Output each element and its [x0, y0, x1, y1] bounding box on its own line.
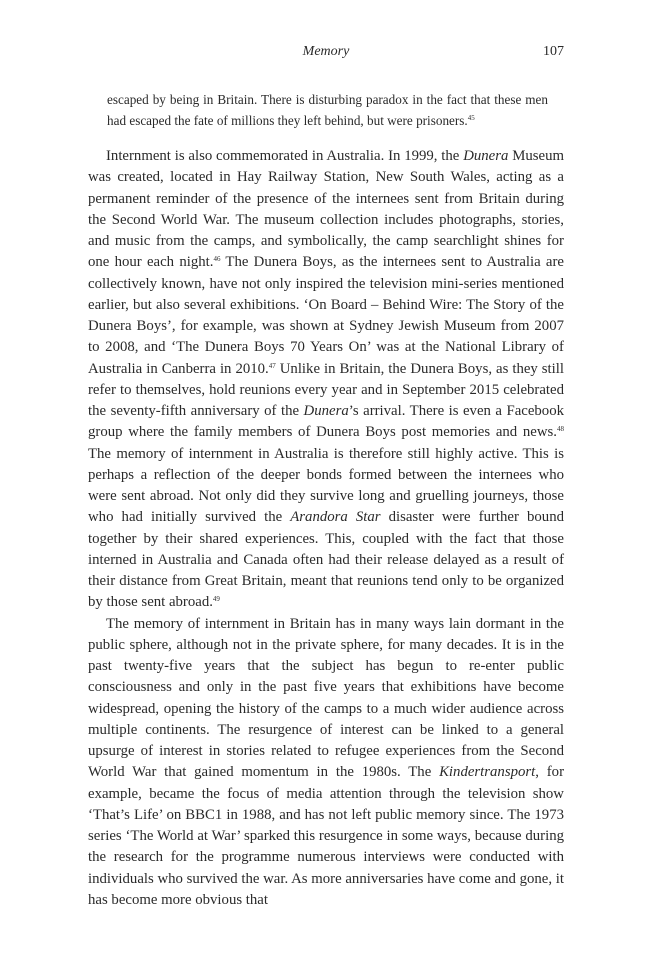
footnote-marker: 47 — [268, 361, 276, 370]
page-number: 107 — [543, 44, 564, 59]
text-run: The memory of internment in Britain has in many ways lain dormant in the public sphere, although not in the private sphere, for many decades. It is in the past twenty-five years that the subject has begun to re-enter public consciousness and only in the past five years that exhibitions have become widespread, opening the history of the camps to a much wider audience across multiple continents. The resurgence of interest can be linked to a general upsurge of interest in stories related to refugee experiences from the Second World War that gained momentum in the 1980s. The — [88, 615, 564, 781]
footnote-marker: 46 — [213, 255, 221, 264]
paragraph — [88, 614, 564, 912]
footnote-marker: 45 — [467, 114, 475, 122]
text-run: Unlike in Britain, the Dunera Boys, as they still refer to themselves, hold reunions every year and in September 2015 celebrated the seventy-fifth anniversary of the — [88, 360, 564, 419]
block-quote-text: escaped by being in Britain. There is disturbing paradox in the fact that these men had escaped the fate of millions they left behind, but were prisoners. — [107, 92, 548, 128]
page-header — [88, 44, 564, 64]
paragraph — [88, 146, 564, 614]
body-text — [88, 146, 564, 911]
italic-text: Dunera — [463, 148, 509, 164]
italic-text: Dunera — [303, 403, 349, 419]
footnote-marker: 49 — [212, 595, 220, 604]
text-run: Internment is also commemorated in Australia. In 1999, the — [106, 148, 464, 164]
running-head: Memory — [302, 44, 350, 59]
text-run: The Dunera Boys, as the internees sent to Australia are collectively known, have not only inspired the television mini-series mentioned earlier, but also several exhibitions. ‘On Board – Behind Wire: The Story of the Dunera Boys’, for example, was shown at Sydney Jewish Museum from 2007 to 2008, and ‘The Dunera Boys 70 Years On’ was at the National Library of Australia in Canberra in 2010. — [88, 254, 564, 377]
text-run: ’s arrival. There is even a Facebook group where the family members of Dunera Boys post memories and news. — [88, 403, 564, 441]
text-run: , for example, became the focus of media attention through the television show ‘That’s Life’ on BBC1 in 1988, and has not left public memory since. The 1973 series ‘The World at War’ sparked this resurgence in some ways, because during the research for the programme numerous interviews were conducted with individuals who survived the war. As more anniversaries have come and gone, it has become more obvious that — [88, 764, 564, 908]
italic-text: Kindertransport — [439, 764, 536, 781]
footnote-marker: 48 — [557, 425, 564, 434]
italic-text: Arandora Star — [290, 509, 381, 526]
text-run: Museum was created, located in Hay Railway Station, New South Wales, acting as a permanent reminder of the presence of the internees sent from Britain during the Second World War. The museum collection includes photographs, stories, and music from the camps, and symbolically, the camp searchlight shines for one hour each night. — [88, 148, 564, 271]
text-run: disaster were further bound together by their shared experiences. This, coupled with the fact that those interned in Australia and Canada often had their release delayed as a result of their distance from Great Britain, meant that reunions tend only to be organized by those sent abroad. — [88, 509, 564, 611]
block-quote — [107, 89, 548, 131]
text-run: The memory of internment in Australia is therefore still highly active. This is perhaps a reflection of the deeper bonds formed between the internees who were sent abroad. Not only did they survive long and gruelling journeys, those who had initially survived the — [88, 445, 564, 526]
